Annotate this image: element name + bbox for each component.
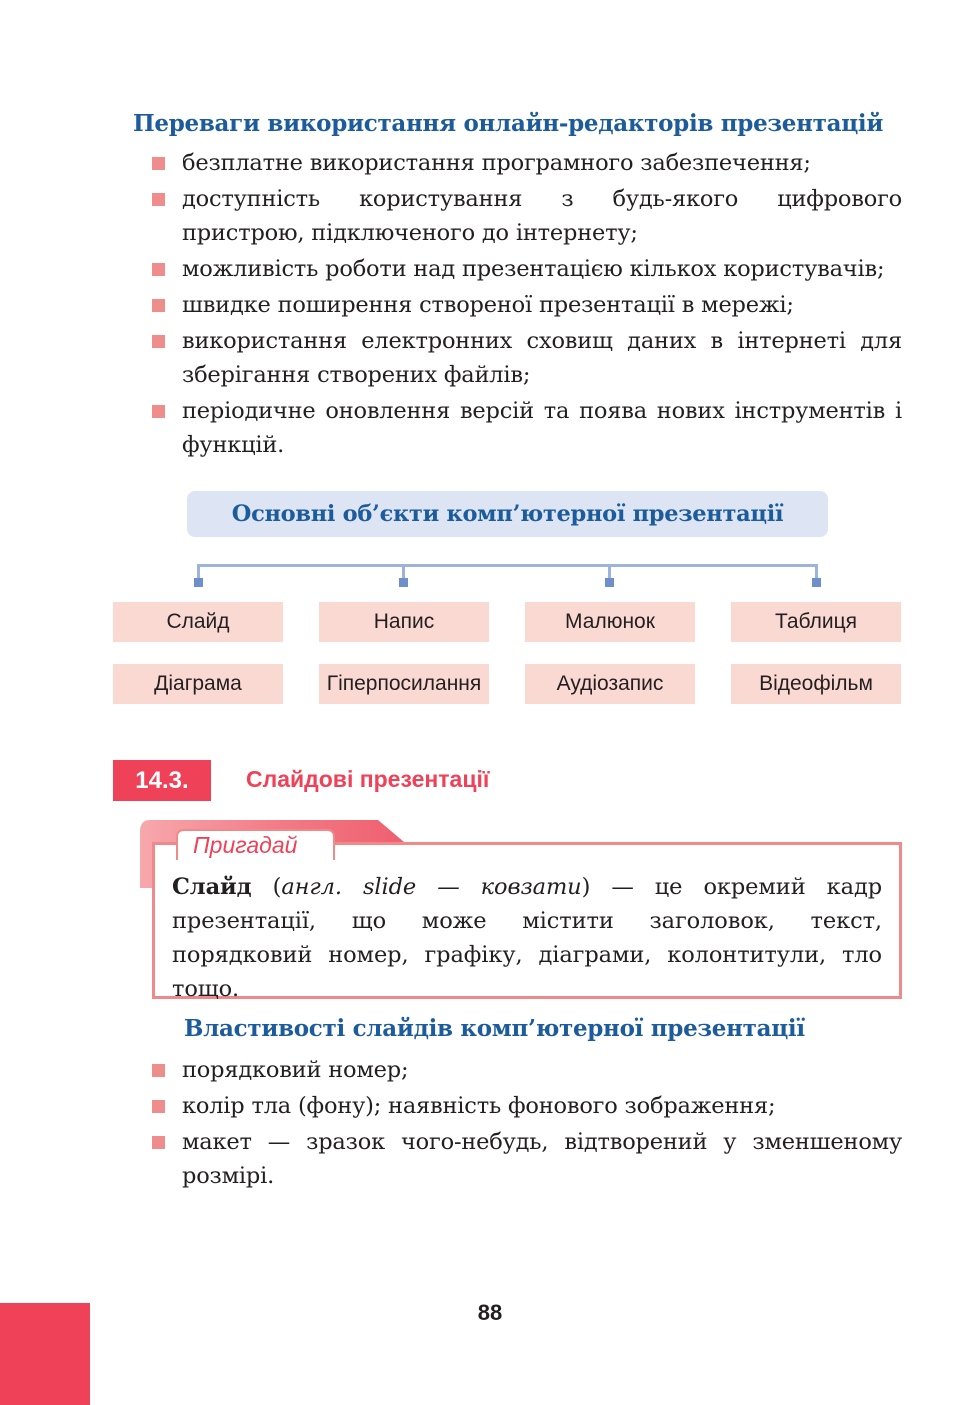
object-box: Діаграма	[113, 664, 283, 704]
square-bullet-icon	[152, 1064, 165, 1077]
section-number: 14.3.	[113, 760, 211, 801]
object-box: Таблиця	[731, 602, 901, 642]
list-item: безплатне використання програмного забезпечення;	[152, 146, 902, 180]
list-item: можливість роботи над презентацією кількох користувачів;	[152, 252, 902, 286]
square-bullet-icon	[152, 193, 165, 206]
list-item: періодичне оновлення версій та поява нових інструментів і функцій.	[152, 394, 902, 462]
list-item: швидке поширення створеної презентації в мережі;	[152, 288, 902, 322]
object-box: Відеофільм	[731, 664, 901, 704]
list-item: колір тла (фону); наявність фонового зображення;	[152, 1089, 902, 1123]
object-box: Слайд	[113, 602, 283, 642]
object-box: Малюнок	[525, 602, 695, 642]
advantages-heading: Переваги використання онлайн-редакторів презентацій	[133, 110, 884, 137]
object-box: Аудіозапис	[525, 664, 695, 704]
square-bullet-icon	[152, 405, 165, 418]
recall-definition-text: Слайд (англ. slide — ковзати) — це окремий кадр презентації, що може містити заголовок, текст, порядковий номер, графіку, діаграми, колонтитули, тло тощо.	[172, 874, 882, 1002]
square-bullet-icon	[152, 157, 165, 170]
section-title: Слайдові презентації	[246, 766, 490, 792]
page-number: 88	[477, 1300, 503, 1325]
square-bullet-icon	[152, 299, 165, 312]
square-bullet-icon	[152, 1136, 165, 1149]
advantages-list	[152, 146, 902, 462]
recall-tab-label: Пригадай	[193, 832, 298, 858]
object-box: Напис	[319, 602, 489, 642]
properties-list	[152, 1053, 902, 1193]
square-bullet-icon	[152, 263, 165, 276]
list-item: доступність користування з будь-якого цифрового пристрою, підключеного до інтернету;	[152, 182, 902, 250]
object-box: Гіперпосилання	[319, 664, 489, 704]
page-corner-tab	[0, 1303, 90, 1405]
square-bullet-icon	[152, 1100, 165, 1113]
list-item: порядковий номер;	[152, 1053, 902, 1087]
properties-heading: Властивості слайдів комп’ютерної презентації	[184, 1015, 805, 1042]
diagram-title: Основні об’єкти комп’ютерної презентації	[187, 491, 828, 537]
square-bullet-icon	[152, 335, 165, 348]
list-item: макет — зразок чого-небудь, відтворений у зменшеному розмірі.	[152, 1125, 902, 1193]
list-item: використання електронних сховищ даних в інтернеті для зберігання створених файлів;	[152, 324, 902, 392]
